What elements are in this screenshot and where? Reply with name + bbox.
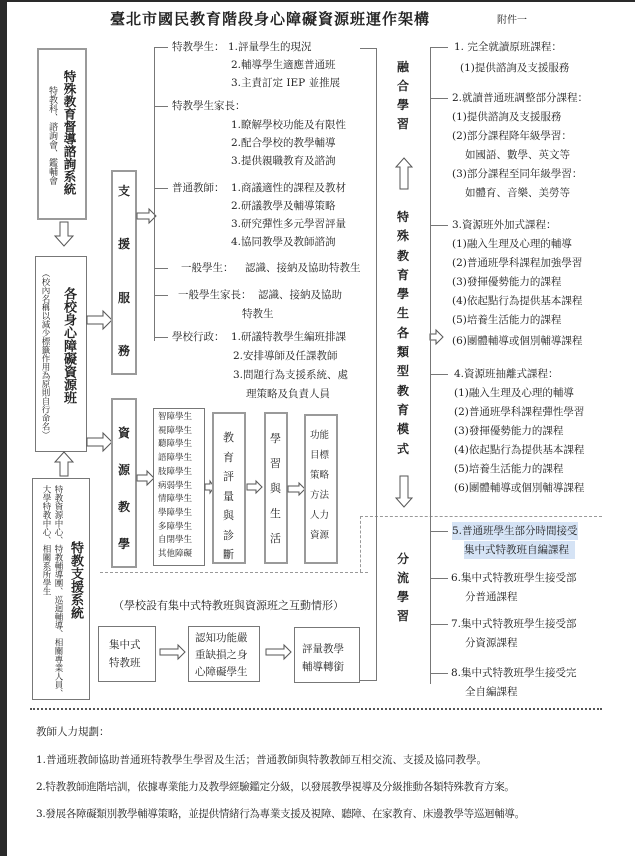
course-line: (1)提供諮詢及支援服務 xyxy=(460,62,570,74)
course-line: (1)融入生理及心理的輔導 xyxy=(452,238,572,250)
support-group-item: 2.輔導學生適應普通班 xyxy=(231,59,336,71)
bracket-tick xyxy=(430,578,448,579)
support-group-label: 普通教師： xyxy=(172,182,225,194)
student-type: 情障學生 xyxy=(158,494,193,505)
resource-class-title: 各校身心障礙資源班 xyxy=(61,287,76,404)
course-line: (2)普通班學科課程加強學習 xyxy=(452,257,583,269)
assessment-char: 教 xyxy=(223,431,234,444)
support-services-char: 支 xyxy=(118,184,131,198)
course-heading: 6.集中式特教班學生接受部 xyxy=(451,572,577,584)
student-type: 肢障學生 xyxy=(158,466,193,477)
course-line: 全自編課程 xyxy=(465,686,518,698)
bracket-tick xyxy=(154,268,168,269)
goals-box xyxy=(304,414,338,564)
stream-learning-label xyxy=(397,550,409,626)
assessment-char: 量 xyxy=(223,489,234,503)
course-line-selected[interactable]: 集中式特教班自編課程 xyxy=(464,541,575,559)
assessment-char: 與 xyxy=(223,509,234,522)
window-top-edge xyxy=(0,0,635,2)
interaction-caption: （學校設有集中式特教班與資源班之互動情形） xyxy=(113,599,344,612)
student-type: 視障學生 xyxy=(158,425,193,436)
course-heading: 4.資源班抽離式課程： xyxy=(454,368,559,380)
learning-life-char: 學 xyxy=(270,432,281,445)
connector-line xyxy=(360,680,376,681)
student-type: 病弱學生 xyxy=(158,480,193,491)
learning-life-char: 生 xyxy=(270,507,281,520)
student-type: 自閉學生 xyxy=(158,535,193,546)
attachment-label: 附件一 xyxy=(497,15,527,26)
course-line: 分資源課程 xyxy=(465,637,518,649)
support-group-label: 學校行政： xyxy=(172,331,225,343)
goal-item: 資源 xyxy=(310,530,330,541)
bracket-tick xyxy=(430,673,448,674)
course-line: (3)發揮優勢能力的課程 xyxy=(454,425,564,437)
inclusion-char: 習 xyxy=(397,117,410,131)
student-type: 其他障礙 xyxy=(158,549,193,560)
support-services-box xyxy=(111,170,137,375)
support-system-title: 特教支援系統 xyxy=(68,541,83,619)
learning-life-char: 習 xyxy=(270,457,281,470)
support-system-box xyxy=(32,478,90,700)
right-arrow-icon xyxy=(160,644,186,660)
supervision-system-title: 特殊教育督導諮詢系統 xyxy=(62,70,77,195)
course-line: 如國語、數學、英文等 xyxy=(465,149,570,161)
support-group-item: 1.商議適性的課程及教材 xyxy=(231,182,347,194)
resource-teaching-char: 源 xyxy=(118,463,131,477)
course-heading: 3.資源班外加式課程： xyxy=(452,219,557,231)
inclusion-char: 融 xyxy=(397,60,410,74)
bracket-tick xyxy=(154,188,168,189)
assessment-box xyxy=(212,412,246,564)
course-line: 如體育、音樂、美勞等 xyxy=(465,187,570,199)
course-line: (2)普通班學科課程彈性學習 xyxy=(454,406,585,418)
box-line: 評量教學 xyxy=(302,643,344,655)
down-arrow-icon xyxy=(395,476,413,508)
support-group-item: 2.研議教學及輔導策略 xyxy=(231,200,336,212)
support-bracket xyxy=(154,47,155,341)
centralized-class-box xyxy=(98,626,156,682)
assessment-char: 斷 xyxy=(223,548,234,561)
dashed-divider xyxy=(100,572,368,573)
support-services-char: 務 xyxy=(118,344,131,358)
box-line: 重缺損之身 xyxy=(195,649,248,661)
teacher-planning-title: 教師人力規劃： xyxy=(36,726,110,738)
middle-left-border xyxy=(376,48,377,681)
student-type: 智障學生 xyxy=(158,412,193,422)
course-heading: 1. 完全就讀原班課程： xyxy=(454,41,562,53)
education-model-char: 教 xyxy=(397,383,410,398)
education-models-label xyxy=(397,208,409,459)
inclusion-char: 學 xyxy=(397,98,410,112)
up-arrow-icon xyxy=(395,158,413,190)
support-group-item: 1.評量學生的現況 xyxy=(228,41,312,53)
bracket-tick xyxy=(430,531,448,532)
right-arrow-icon xyxy=(430,329,444,345)
course-line: (6)團體輔導或個別輔導課程 xyxy=(452,335,583,347)
stream-char: 習 xyxy=(397,609,410,623)
right-arrow-icon xyxy=(247,480,263,494)
support-services-char: 服 xyxy=(118,291,131,305)
support-group-item: 特教生 xyxy=(242,308,274,320)
support-group-label: 特教學生家長： xyxy=(172,100,246,112)
support-group-item: 認識、接納及協助 xyxy=(258,289,342,301)
education-model-char: 學 xyxy=(397,287,410,302)
resource-class-box xyxy=(35,256,87,452)
education-model-char: 育 xyxy=(397,267,410,282)
goal-item: 功能 xyxy=(310,430,330,441)
dashed-divider xyxy=(360,516,361,572)
bracket-tick xyxy=(430,374,448,375)
education-model-char: 殊 xyxy=(397,229,410,244)
right-arrow-icon xyxy=(87,310,113,330)
goal-item: 策略 xyxy=(310,470,330,481)
right-arrow-icon xyxy=(87,432,113,452)
window-edge xyxy=(0,0,7,856)
education-model-char: 育 xyxy=(397,402,410,417)
course-line: (2)部分課程降年級學習： xyxy=(452,130,572,142)
goal-item: 目標 xyxy=(310,450,330,461)
teacher-planning-item: 2.特教教師進階培訓，依據專業能力及教學經驗鑑定分級，以發展教學視導及分級推動各類特殊教育方案。 xyxy=(36,781,515,793)
support-group-item: 3.提供親職教育及諮詢 xyxy=(231,155,336,167)
education-model-char: 型 xyxy=(397,364,410,379)
learning-life-box xyxy=(264,412,288,564)
support-group-item: 4.協同教學及教師諮詢 xyxy=(231,236,336,248)
supervision-system-note: 特教科、諮詢會、鑑輔會 xyxy=(47,86,57,185)
teacher-planning-item: 1.普通班教師協助普通班特教學生學習及生活；普通教師與特教教師互相交流、支援及協同教學。 xyxy=(36,754,488,766)
education-model-char: 生 xyxy=(397,306,410,321)
support-group-item: 3.問題行為支援系統、處 xyxy=(233,369,349,381)
student-type: 語障學生 xyxy=(158,453,193,464)
student-type: 聽障學生 xyxy=(158,439,193,450)
course-line: (3)發揮優勢能力的課程 xyxy=(452,276,562,288)
support-group-item: 1.瞭解學校功能及有限性 xyxy=(231,119,347,131)
resource-teaching-char: 資 xyxy=(118,426,131,440)
bracket-tick xyxy=(154,47,168,48)
assessment-transition-box xyxy=(294,627,360,683)
course-line: (1)融入生理及心理的輔導 xyxy=(454,387,574,399)
assessment-char: 評 xyxy=(223,470,234,483)
course-heading-selected[interactable]: 5.普通班學生部分時間接受 xyxy=(452,522,578,540)
bracket-tick xyxy=(430,98,448,99)
course-heading: 2.就讀普通班調整部分課程： xyxy=(452,92,589,104)
stream-char: 學 xyxy=(397,590,410,604)
severe-disability-box xyxy=(188,626,260,682)
up-arrow-icon xyxy=(54,452,74,478)
support-services-char: 援 xyxy=(118,237,131,251)
course-line: (1)提供諮詢及支援服務 xyxy=(452,111,562,123)
box-line: 集中式 xyxy=(109,639,141,651)
resource-class-note: （校內名稱以減少標籤作用為原則自行命名） xyxy=(40,269,50,439)
stream-char: 分 xyxy=(397,552,410,566)
learning-life-char: 與 xyxy=(270,482,281,495)
assessment-char: 診 xyxy=(223,528,234,542)
course-line: (6)團體輔導或個別輔導課程 xyxy=(454,482,585,494)
teacher-planning-item: 3.發展各障礙類別教學輔導策略，並提供情緒行為專業支援及視障、聽障、在家教育、床邊教學等巡迴輔導。 xyxy=(36,808,525,820)
course-line: (4)依起點行為提供基本課程 xyxy=(452,295,583,307)
support-group-label: 一般學生： xyxy=(181,262,234,274)
support-group-item: 理策略及負責人員 xyxy=(246,388,330,400)
bracket-tick xyxy=(430,47,448,48)
support-group-item: 2.配合學校的教學輔導 xyxy=(231,137,336,149)
support-system-note-2: 大學特教中心、相關系所學生 xyxy=(41,485,51,596)
bracket-tick xyxy=(154,295,168,296)
course-line: (4)依起點行為提供基本課程 xyxy=(454,444,585,456)
education-model-char: 教 xyxy=(397,248,410,263)
education-model-char: 模 xyxy=(397,422,410,437)
education-model-char: 式 xyxy=(397,441,410,456)
course-line: 分普通課程 xyxy=(465,591,518,603)
dashed-divider xyxy=(360,516,602,517)
bracket-tick xyxy=(430,225,448,226)
supervision-system-box xyxy=(37,48,87,220)
resource-teaching-char: 學 xyxy=(118,537,131,551)
support-system-note-1: 特教資源中心、特教輔導團、巡迴輔導、相關專業人員、 xyxy=(53,485,63,698)
education-model-char: 類 xyxy=(397,345,410,360)
box-line: 心障礙學生 xyxy=(195,666,248,678)
student-type: 學障學生 xyxy=(158,507,193,518)
inclusion-label xyxy=(397,58,409,134)
course-heading: 7.集中式特教班學生接受部 xyxy=(451,618,577,630)
course-line: (5)培養生活能力的課程 xyxy=(454,463,564,475)
box-line: 特教班 xyxy=(109,657,141,669)
education-model-char: 特 xyxy=(397,210,410,224)
support-group-item: 3.研究彈性多元學習評量 xyxy=(231,218,347,230)
inclusion-char: 合 xyxy=(397,79,410,93)
down-arrow-icon xyxy=(54,222,74,248)
dotted-divider xyxy=(30,708,602,710)
box-line: 認知功能嚴 xyxy=(195,632,248,644)
stream-char: 流 xyxy=(397,571,410,585)
support-group-item: 2.安排導師及任課教師 xyxy=(233,350,338,362)
goal-item: 方法 xyxy=(310,490,330,501)
course-heading: 8.集中式特教班學生接受完 xyxy=(451,667,577,679)
right-arrow-icon xyxy=(266,644,292,660)
support-group-item: 認識、接納及協助特教生 xyxy=(245,262,361,274)
courses-bracket xyxy=(430,47,431,670)
support-group-item: 1.研議特教學生編班排課 xyxy=(231,331,347,343)
course-line: (3)部分課程至同年級學習： xyxy=(452,168,583,180)
student-type: 多障學生 xyxy=(158,521,193,532)
bracket-tick xyxy=(154,106,168,107)
assessment-char: 育 xyxy=(223,450,234,464)
learning-life-char: 活 xyxy=(270,532,281,545)
bracket-tick xyxy=(430,624,448,625)
education-model-char: 各 xyxy=(397,325,410,340)
goal-item: 人力 xyxy=(310,510,330,521)
page-title: 臺北市國民教育階段身心障礙資源班運作架構 xyxy=(110,10,431,28)
course-line: (5)培養生活能力的課程 xyxy=(452,314,562,326)
connector-line xyxy=(360,48,376,49)
resource-teaching-char: 教 xyxy=(118,500,131,514)
support-group-item: 3.主責訂定 IEP 並推展 xyxy=(231,77,341,89)
student-types-box xyxy=(153,408,205,566)
support-group-label: 特教學生： xyxy=(172,41,225,53)
support-group-label: 一般學生家長： xyxy=(178,289,252,301)
resource-teaching-box xyxy=(111,398,137,568)
box-line: 輔導轉銜 xyxy=(302,661,344,673)
bracket-tick xyxy=(154,337,168,338)
